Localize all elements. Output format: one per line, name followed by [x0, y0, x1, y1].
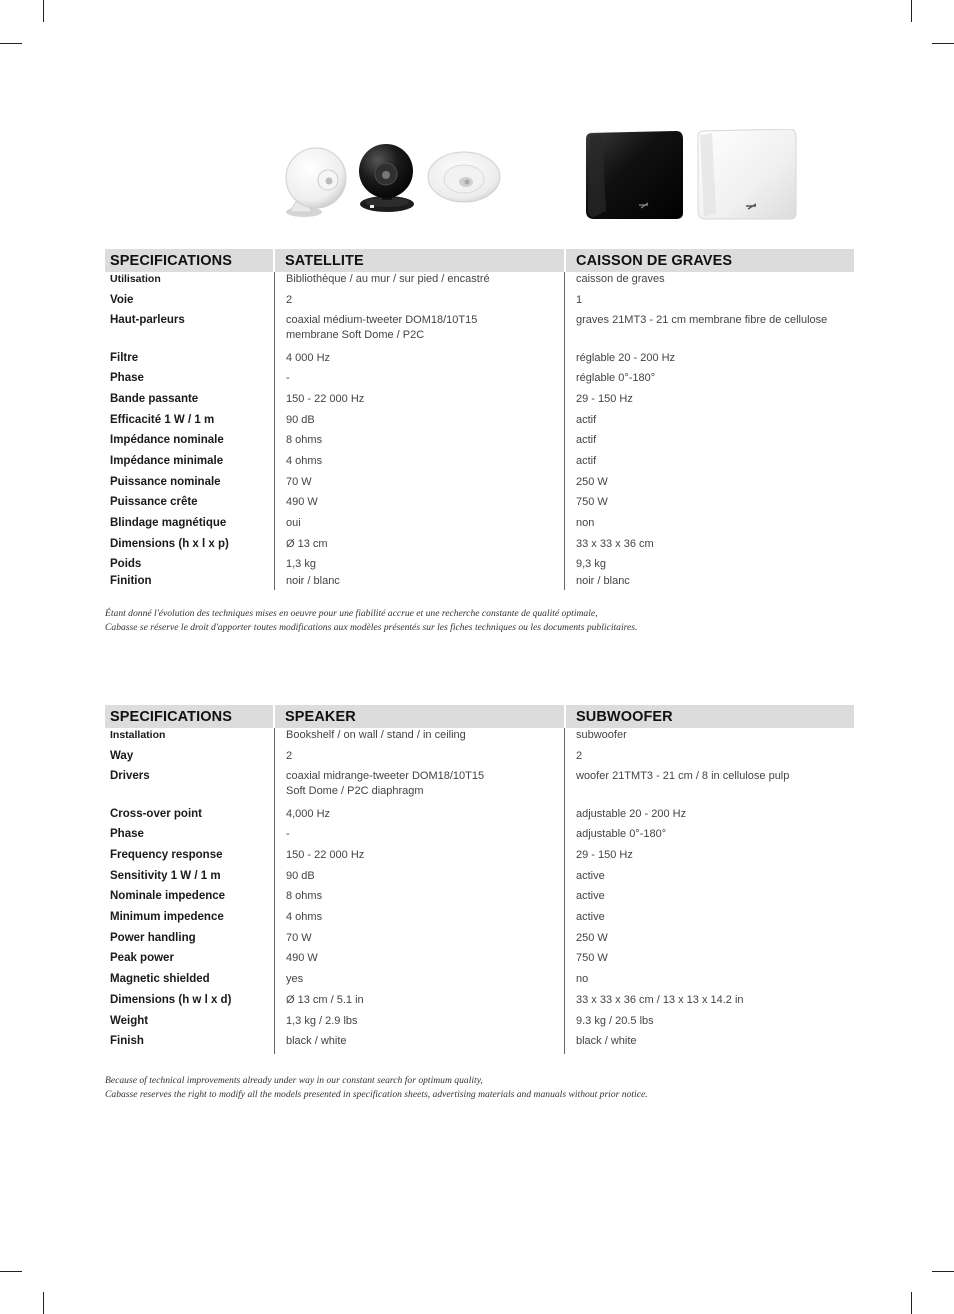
header-specifications: SPECIFICATIONS: [105, 705, 273, 728]
subwoofer-value: 9,3 kg: [576, 558, 606, 570]
satellite-value: -: [286, 372, 290, 384]
satellite-value: 2: [286, 294, 293, 306]
spec-table-en: [105, 705, 854, 1054]
table-row: [105, 1014, 854, 1034]
satellite-value: noir / blanc: [286, 575, 340, 587]
disclaimer-line: Because of technical improvements already under way in our constant search for optimum quality,: [105, 1075, 483, 1086]
row-label: Phase: [110, 828, 144, 840]
row-label: Filtre: [110, 352, 139, 364]
satellite-value-line: coaxial médium-tweeter DOM18/10T15: [286, 314, 478, 326]
speaker-value: -: [286, 828, 290, 840]
spec-table-header: [105, 705, 854, 728]
spec-table-fr: [105, 249, 854, 590]
header-specifications: SPECIFICATIONS: [105, 249, 273, 272]
satellite-value: 70 W: [286, 476, 312, 488]
table-row: [105, 574, 854, 590]
row-label: Dimensions (h w l x d): [110, 994, 232, 1006]
row-label: Impédance minimale: [110, 455, 224, 467]
subwoofer-value: caisson de graves: [576, 273, 665, 285]
row-label: Impédance nominale: [110, 434, 224, 446]
satellite-value: Ø 13 cm: [286, 538, 328, 550]
row-label: Voie: [110, 294, 134, 306]
subwoofer-value: 750 W: [576, 952, 608, 964]
table-row: [105, 475, 854, 495]
table-row: [105, 807, 854, 827]
table-row: [105, 272, 854, 293]
table-row: [105, 433, 854, 454]
row-label: Haut-parleurs: [110, 314, 185, 326]
subwoofer-value: 33 x 33 x 36 cm / 13 x 13 x 14.2 in: [576, 994, 744, 1006]
table-row: [105, 557, 854, 574]
subwoofer-value: actif: [576, 414, 597, 426]
table-row: [105, 910, 854, 931]
spec-table-body: [105, 272, 854, 590]
subwoofer-value: adjustable 20 - 200 Hz: [576, 808, 687, 820]
table-row: [105, 869, 854, 889]
row-label: Puissance crête: [110, 496, 198, 508]
table-row: [105, 1034, 854, 1054]
speaker-value: [275, 769, 565, 807]
spec-table-body: [105, 728, 854, 1054]
satellite-value: oui: [286, 517, 301, 529]
spec-table-header: [105, 249, 854, 272]
subwoofer-value: actif: [576, 434, 597, 446]
row-label: Finish: [110, 1035, 144, 1047]
table-row: [105, 728, 854, 749]
disclaimer-fr: [105, 607, 865, 634]
table-row: [105, 495, 854, 516]
subwoofer-value: black / white: [576, 1035, 637, 1047]
speaker-value: 90 dB: [286, 870, 315, 882]
disclaimer-line: Cabasse se réserve le droit d'apporter toutes modifications aux modèles présentés sur les fiches techniques ou les documents publicitaires.: [105, 621, 638, 633]
subwoofer-value: noir / blanc: [576, 575, 630, 587]
subwoofer-value: non: [576, 517, 595, 529]
table-row: [105, 749, 854, 769]
subwoofer-value: 250 W: [576, 476, 608, 488]
header-satellite: SATELLITE: [275, 249, 564, 272]
disclaimer-line: Étant donné l'évolution des techniques mises en oeuvre pour une fiabilité accrue et une recherche constante de qualité optimale,: [105, 608, 598, 619]
table-row: [105, 769, 854, 807]
row-label: Nominale impedence: [110, 890, 226, 902]
subwoofer-value: no: [576, 973, 589, 985]
row-label: Cross-over point: [110, 808, 203, 820]
table-row: [105, 371, 854, 392]
table-row: [105, 993, 854, 1014]
subwoofer-value: graves 21MT3 - 21 cm membrane fibre de cellulose: [576, 314, 828, 326]
speaker-value: Ø 13 cm / 5.1 in: [286, 994, 364, 1006]
satellite-value: 150 - 22 000 Hz: [286, 393, 365, 405]
table-row: [105, 392, 854, 413]
table-row: [105, 848, 854, 869]
speaker-value: 490 W: [286, 952, 318, 964]
subwoofer-value: réglable 0°-180°: [576, 372, 656, 384]
subwoofer-value: 250 W: [576, 932, 608, 944]
row-label: Power handling: [110, 932, 196, 944]
product-photos: [0, 0, 954, 240]
crop-mark: [43, 1292, 44, 1314]
table-row: [105, 293, 854, 313]
row-label: Phase: [110, 372, 144, 384]
speaker-value: black / white: [286, 1035, 347, 1047]
table-row: [105, 889, 854, 910]
satellite-value: Bibliothèque / au mur / sur pied / encastré: [286, 273, 490, 285]
disclaimer-en: [105, 1074, 865, 1101]
row-label: Frequency response: [110, 849, 223, 861]
satellite-value: 1,3 kg: [286, 558, 316, 570]
subwoofer-value: adjustable 0°-180°: [576, 828, 667, 840]
subwoofer-value: 29 - 150 Hz: [576, 849, 633, 861]
speaker-value: 4 ohms: [286, 911, 323, 923]
speaker-value-line: coaxial midrange-tweeter DOM18/10T15: [286, 770, 485, 782]
satellite-value-line: membrane Soft Dome / P2C: [286, 329, 425, 341]
table-row: [105, 351, 854, 371]
row-label: Dimensions (h x l x p): [110, 538, 229, 550]
table-row: [105, 454, 854, 475]
subwoofer-value: 1: [576, 294, 583, 306]
subwoofer-value: active: [576, 890, 605, 902]
row-label: Sensitivity 1 W / 1 m: [110, 870, 221, 882]
speaker-value: 150 - 22 000 Hz: [286, 849, 365, 861]
speaker-value: 8 ohms: [286, 890, 323, 902]
table-row: [105, 827, 854, 848]
subwoofer-value: woofer 21TMT3 - 21 cm / 8 in cellulose pulp: [576, 770, 790, 782]
satellite-value: [275, 313, 565, 351]
satellite-value: 8 ohms: [286, 434, 323, 446]
table-row: [105, 972, 854, 993]
satellite-value: 4 ohms: [286, 455, 323, 467]
subwoofer-value: 29 - 150 Hz: [576, 393, 633, 405]
subwoofer-value: 750 W: [576, 496, 608, 508]
row-label: Efficacité 1 W / 1 m: [110, 414, 215, 426]
row-label: Weight: [110, 1015, 149, 1027]
row-label: Blindage magnétique: [110, 517, 227, 529]
table-row: [105, 931, 854, 951]
black-subwoofer-icon: [584, 131, 684, 221]
row-label: Utilisation: [110, 273, 161, 285]
subwoofer-value: subwoofer: [576, 729, 627, 741]
crop-mark: [932, 1271, 954, 1272]
white-subwoofer-icon: [696, 129, 797, 221]
table-row: [105, 516, 854, 537]
row-label: Peak power: [110, 952, 174, 964]
row-label: Puissance nominale: [110, 476, 221, 488]
satellite-value: 90 dB: [286, 414, 315, 426]
row-label: Way: [110, 750, 134, 762]
table-row: [105, 537, 854, 557]
subwoofer-value: 33 x 33 x 36 cm: [576, 538, 654, 550]
subwoofer-value: 2: [576, 750, 583, 762]
in-ceiling-speaker-icon: [426, 150, 502, 204]
row-label: Drivers: [110, 770, 150, 782]
row-label: Minimum impedence: [110, 911, 224, 923]
speaker-value-line: Soft Dome / P2C diaphragm: [286, 785, 424, 797]
row-label: Bande passante: [110, 393, 199, 405]
table-row: [105, 951, 854, 972]
speaker-value: Bookshelf / on wall / stand / in ceiling: [286, 729, 466, 741]
satellite-value: 4 000 Hz: [286, 352, 331, 364]
subwoofer-value: active: [576, 870, 605, 882]
column-divider: [274, 272, 275, 590]
black-satellite-speaker-icon: [354, 142, 418, 214]
crop-mark: [0, 1271, 22, 1272]
column-divider: [564, 272, 565, 590]
speaker-value: 4,000 Hz: [286, 808, 331, 820]
header-speaker: SPEAKER: [275, 705, 564, 728]
row-label: Magnetic shielded: [110, 973, 210, 985]
speaker-value: 1,3 kg / 2.9 lbs: [286, 1015, 358, 1027]
white-satellite-speaker-icon: [276, 144, 354, 220]
speaker-value: 2: [286, 750, 293, 762]
header-subwoofer: CAISSON DE GRAVES: [566, 249, 854, 272]
speaker-value: yes: [286, 973, 304, 985]
disclaimer-line: Cabasse reserves the right to modify all the models presented in specification sheets, advertising materials and manuals without prior notice.: [105, 1088, 648, 1100]
subwoofer-value: réglable 20 - 200 Hz: [576, 352, 676, 364]
subwoofer-value: actif: [576, 455, 597, 467]
table-row: [105, 413, 854, 433]
row-label: Installation: [110, 729, 166, 741]
row-label: Poids: [110, 558, 142, 570]
table-row: [105, 313, 854, 351]
subwoofer-value: 9.3 kg / 20.5 lbs: [576, 1015, 654, 1027]
subwoofer-value: active: [576, 911, 605, 923]
speaker-value: 70 W: [286, 932, 312, 944]
column-divider: [274, 728, 275, 1054]
column-divider: [564, 728, 565, 1054]
row-label: Finition: [110, 575, 152, 587]
satellite-value: 490 W: [286, 496, 318, 508]
crop-mark: [911, 1292, 912, 1314]
header-subwoofer: SUBWOOFER: [566, 705, 854, 728]
